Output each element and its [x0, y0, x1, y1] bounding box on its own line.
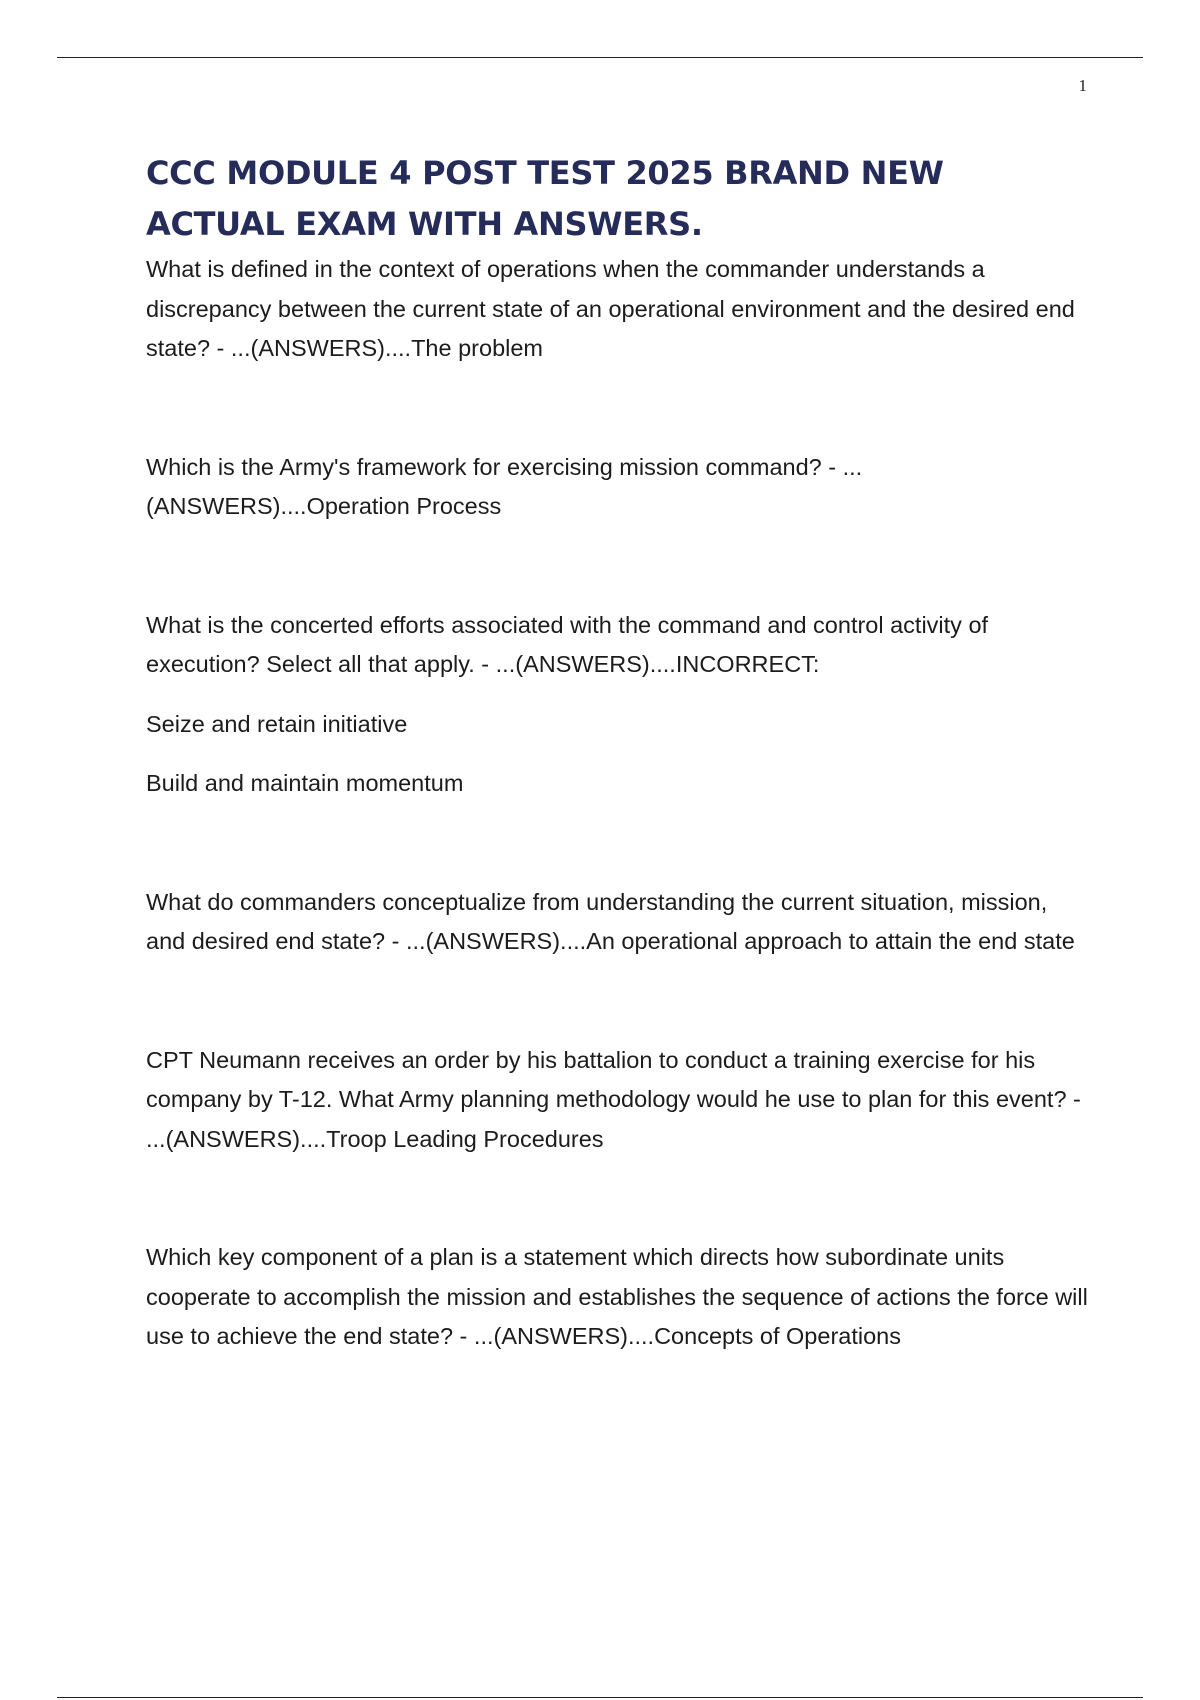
qa-item-2: Which is the Army's framework for exercising mission command? - ...(ANSWERS)....Operation Process	[146, 453, 863, 519]
qa-item-4: What do commanders conceptualize from understanding the current situation, mission, and desired end state? - ...(ANSWERS)....An operational approach to attain the end state	[146, 888, 1075, 954]
qa-item-3: What is the concerted efforts associated with the command and control activity of execution? Select all that apply. - ...(ANSWERS)....INCORRECT:	[146, 611, 989, 677]
footer-rule	[57, 1697, 1143, 1698]
page-number: 1	[1078, 76, 1087, 95]
document-title: CCC MODULE 4 POST TEST 2025 BRAND NEW ACTUAL EXAM WITH ANSWERS.	[146, 154, 944, 243]
qa-item-3-sub-line-1: Seize and retain initiative	[146, 710, 408, 737]
document-body	[146, 148, 1091, 1357]
qa-item-3-sub-line-2: Build and maintain momentum	[146, 770, 464, 796]
qa-item-1: What is defined in the context of operations when the commander understands a discrepancy between the current state of an operational environment and the desired end state? - ...(ANSWERS)....The problem	[146, 256, 1075, 361]
qa-item-5: CPT Neumann receives an order by his battalion to conduct a training exercise for his company by T-12. What Army planning methodology would he use to plan for this event? - ...(ANSWERS)....Troop Leading Procedures	[146, 1046, 1081, 1152]
header-rule	[57, 57, 1143, 58]
qa-item-6: Which key component of a plan is a statement which directs how subordinate units cooperate to accomplish the mission and establishes the sequence of actions the force will use to achieve the end state? - ...(ANSWERS)....Concepts of Operations	[146, 1244, 1088, 1349]
